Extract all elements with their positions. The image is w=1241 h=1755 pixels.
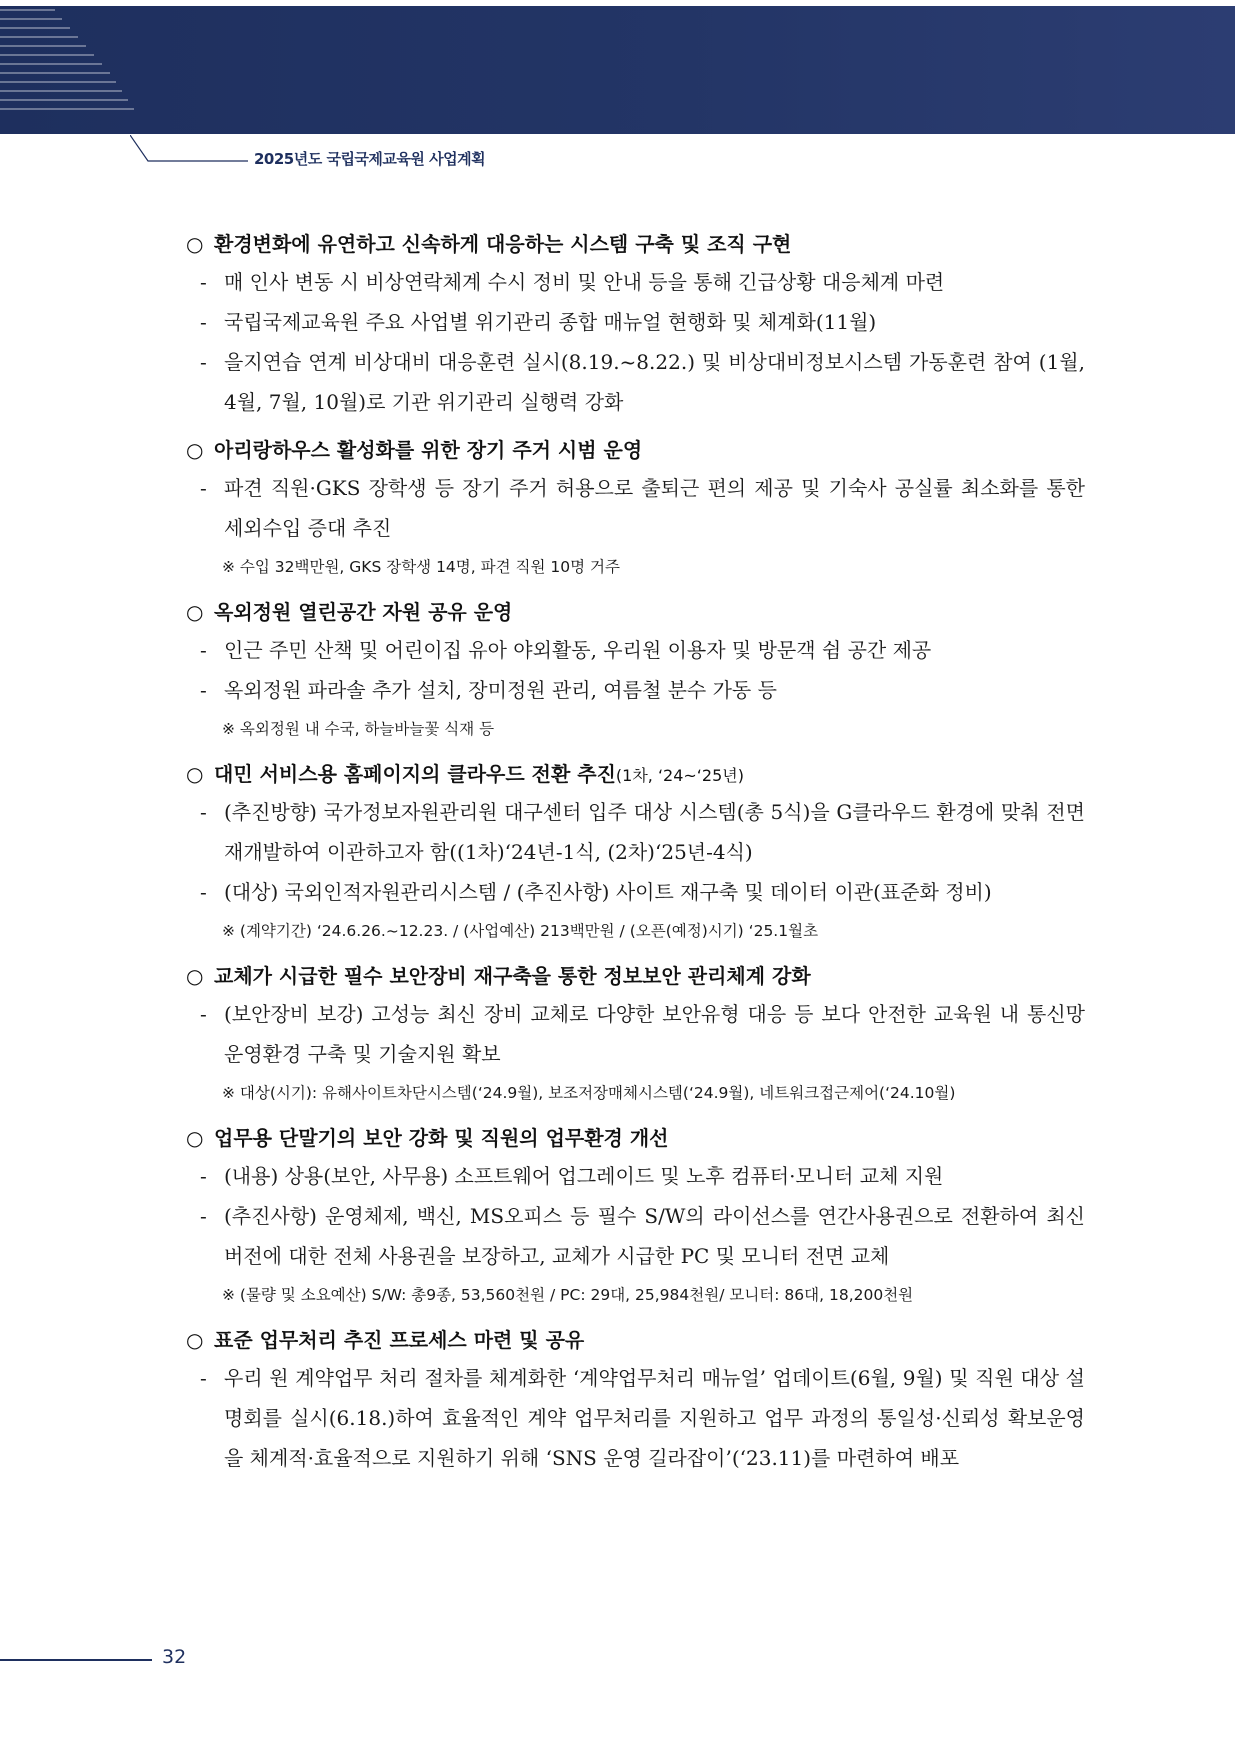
list-item: - 매 인사 변동 시 비상연락체계 수시 정비 및 안내 등을 통해 긴급상황 대응체계 마련 xyxy=(200,270,945,294)
footer-rule xyxy=(0,1659,152,1661)
header-rule xyxy=(130,135,260,165)
list-item: - 국립국제교육원 주요 사업별 위기관리 종합 매뉴얼 현행화 및 체계화(11월) xyxy=(200,310,877,334)
note: ※ (물량 및 소요예산) S/W: 총9종, 53,560천원 / PC: 29대, 25,984천원/ 모니터: 86대, 18,200천원 xyxy=(222,1286,914,1304)
list-item: - 옥외정원 파라솔 추가 설치, 장미정원 관리, 여름철 분수 가동 등 xyxy=(200,678,777,702)
list-item: - (내용) 상용(보안, 사무용) 소프트웨어 업그레이드 및 노후 컴퓨터·모니터 교체 지원 xyxy=(200,1164,944,1188)
list-item: - 을지연습 연계 비상대비 대응훈련 실시(8.19.~8.22.) 및 비상대비정보시스템 가동훈련 참여 (1월, 4월, 7월, 10월)로 기관 위기관리 실행력 강화 xyxy=(200,350,1085,414)
list-item: - (대상) 국외인적자원관리시스템 / (추진사항) 사이트 재구축 및 데이터 이관(표준화 정비) xyxy=(200,880,992,904)
note: ※ (계약기간) ‘24.6.26.~12.23. / (사업예산) 213백만원 / (오픈(예정)시기) ‘25.1월초 xyxy=(222,922,819,940)
section-heading: ○ 표준 업무처리 추진 프로세스 마련 및 공유 xyxy=(186,1328,585,1352)
list-item: - (추진방향) 국가정보자원관리원 대구센터 입주 대상 시스템(총 5식)을 G클라우드 환경에 맞춰 전면 재개발하여 이관하고자 함((1차)‘24년-1식, (2차)‘25년-4식) xyxy=(200,800,1085,864)
list-item: - 우리 원 계약업무 처리 절차를 체계화한 ‘계약업무처리 매뉴얼’ 업데이트(6월, 9월) 및 직원 대상 설명회를 실시(6.18.)하여 효율적인 계약 업무처리를 지원하고 업무 과정의 통일성·신뢰성 확보운영을 체계적·효율적으로 지원하기 위해 ‘SNS 운영 길라잡이’(‘23.11)를 마련하여 배포 xyxy=(200,1366,1085,1470)
section-heading: ○ 환경변화에 유연하고 신속하게 대응하는 시스템 구축 및 조직 구현 xyxy=(186,232,792,256)
section-heading: ○ 교체가 시급한 필수 보안장비 재구축을 통한 정보보안 관리체계 강화 xyxy=(186,964,811,988)
section-heading: ○ 업무용 단말기의 보안 강화 및 직원의 업무환경 개선 xyxy=(186,1126,669,1150)
list-item: - 인근 주민 산책 및 어린이집 유아 야외활동, 우리원 이용자 및 방문객 쉼 공간 제공 xyxy=(200,638,932,662)
list-item: - (추진사항) 운영체제, 백신, MS오피스 등 필수 S/W의 라이선스를 연간사용권으로 전환하여 최신 버전에 대한 전체 사용권을 보장하고, 교체가 시급한 PC 및 모니터 전면 교체 xyxy=(200,1204,1085,1268)
section-heading: ○ 옥외정원 열린공간 자원 공유 운영 xyxy=(186,600,513,624)
list-item: - (보안장비 보강) 고성능 최신 장비 교체로 다양한 보안유형 대응 등 보다 안전한 교육원 내 통신망 운영환경 구축 및 기술지원 확보 xyxy=(200,1002,1085,1066)
page-number: 32 xyxy=(162,1646,187,1668)
header-banner xyxy=(0,6,1235,134)
list-item: - 파견 직원·GKS 장학생 등 장기 주거 허용으로 출퇴근 편의 제공 및 기숙사 공실률 최소화를 통한 세외수입 증대 추진 xyxy=(200,476,1085,540)
header-title: 2025년도 국립국제교육원 사업계획 xyxy=(254,150,486,168)
header-stripes-decoration xyxy=(0,6,140,134)
note: ※ 옥외정원 내 수국, 하늘바늘꽃 식재 등 xyxy=(222,720,495,738)
note: ※ 수입 32백만원, GKS 장학생 14명, 파견 직원 10명 거주 xyxy=(222,558,620,576)
section-heading: ○ 아리랑하우스 활성화를 위한 장기 주거 시범 운영 xyxy=(186,438,643,462)
section-heading: ○ 대민 서비스용 홈페이지의 클라우드 전환 추진(1차, ‘24~‘25년) xyxy=(186,762,744,786)
note: ※ 대상(시기): 유해사이트차단시스템(‘24.9월), 보조저장매체시스템(‘24.9월), 네트워크접근제어(‘24.10월) xyxy=(222,1084,956,1102)
